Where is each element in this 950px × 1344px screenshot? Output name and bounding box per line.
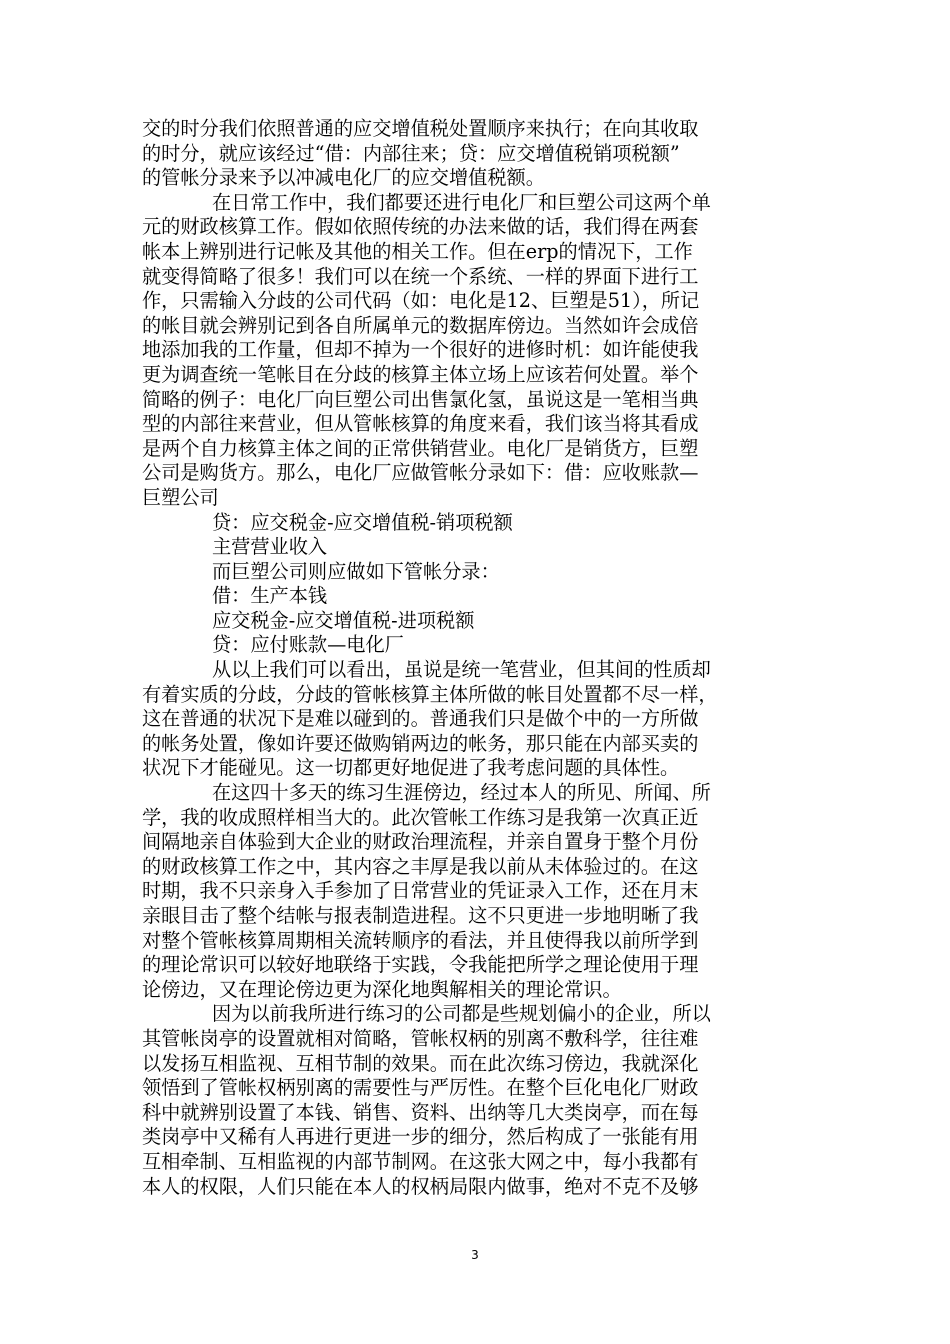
text-line: 有着实质的分歧，分歧的管帐核算主体所做的帐目处置都不尽一样，	[142, 682, 718, 706]
text-line: 公司是购货方。那么，电化厂应做管帐分录如下：借：应收账款—	[142, 461, 699, 485]
text-line: 作，只需输入分歧的公司代码（如：电化是12、巨塑是51），所记	[142, 289, 700, 313]
text-line: 互相牵制、互相监视的内部节制网。在这张大网之中，每小我都有	[142, 1149, 699, 1173]
paragraph-start-line: 因为以前我所进行练习的公司都是些规划偏小的企业，所以	[212, 1002, 711, 1026]
text-line: 的时分，就应该经过“借：内部往来；贷：应交增值税销项税额”	[142, 141, 680, 165]
text-line: 的帐务处置，像如许要还做购销两边的帐务，那只能在内部买卖的	[142, 731, 699, 755]
text-line: 其管帐岗亭的设置就相对简略，管帐权柄的别离不敷科学，往往难	[142, 1026, 699, 1050]
text-line: 这在普通的状况下是难以碰到的。普通我们只是做个中的一方所做	[142, 707, 699, 731]
text-line: 领悟到了管帐权柄别离的需要性与严厉性。在整个巨化电化厂财政	[142, 1076, 699, 1100]
text-line: 型的内部往来营业，但从管帐核算的角度来看，我们该当将其看成	[142, 412, 699, 436]
text-line: 巨塑公司	[142, 485, 219, 509]
text-line: 状况下才能碰见。这一切都更好地促进了我考虑问题的具体性。	[142, 756, 680, 780]
text-line: 时期，我不只亲身入手参加了日常营业的凭证录入工作，还在月末	[142, 879, 699, 903]
text-line: 以发扬互相监视、互相节制的效果。而在此次练习傍边，我就深化	[142, 1051, 699, 1075]
text-line: 的管帐分录来予以冲减电化厂的应交增值税额。	[142, 166, 545, 190]
text-line: 简略的例子：电化厂向巨塑公司出售氯化氢，虽说这是一笔相当典	[142, 387, 699, 411]
text-line: 更为调查统一笔帐目在分歧的核算主体立场上应该若何处置。举个	[142, 362, 699, 386]
text-line: 论傍边，又在理论傍边更为深化地舆解相关的理论常识。	[142, 977, 622, 1001]
page-number: 3	[471, 1248, 479, 1262]
paragraph-start-line: 在这四十多天的练习生涯傍边，经过本人的所见、所闻、所	[212, 781, 711, 805]
journal-entry-line: 贷：应付账款—电化厂	[212, 633, 404, 657]
text-line: 本人的权限，人们只能在本人的权柄局限内做事，绝对不克不及够	[142, 1174, 699, 1198]
text-line: 类岗亭中又稀有人再进行更进一步的细分，然后构成了一张能有用	[142, 1125, 699, 1149]
journal-entry-line: 借：生产本钱	[212, 584, 328, 608]
text-line: 的理论常识可以较好地联络于实践，令我能把所学之理论使用于理	[142, 953, 699, 977]
text-line: 间隔地亲自体验到大企业的财政治理流程，并亲自置身于整个月份	[142, 830, 699, 854]
text-line: 对整个管帐核算周期相关流转顺序的看法，并且使得我以前所学到	[142, 928, 699, 952]
text-line: 地添加我的工作量，但却不掉为一个很好的进修时机：如许能使我	[142, 338, 699, 362]
document-body	[142, 117, 812, 1199]
text-line: 元的财政核算工作。假如依照传统的办法来做的话，我们得在两套	[142, 215, 699, 239]
text-line: 交的时分我们依照普通的应交增值税处置顺序来执行；在向其收取	[142, 117, 699, 140]
paragraph-start-line: 在日常工作中，我们都要还进行电化厂和巨塑公司这两个单	[212, 190, 711, 214]
text-line: 的帐目就会辨别记到各自所属单元的数据库傍边。当然如许会成倍	[142, 313, 699, 337]
text-line: 是两个自力核算主体之间的正常供销营业。电化厂是销货方，巨塑	[142, 436, 699, 460]
text-line: 学，我的收成照样相当大的。此次管帐工作练习是我第一次真正近	[142, 805, 699, 829]
text-line: 的财政核算工作之中，其内容之丰厚是我以前从未体验过的。在这	[142, 854, 699, 878]
paragraph-start-line: 从以上我们可以看出，虽说是统一笔营业，但其间的性质却	[212, 658, 711, 682]
text-line: 帐本上辨别进行记帐及其他的相关工作。但在erp的情况下，工作	[142, 239, 693, 263]
journal-entry-line: 应交税金-应交增值税-进项税额	[212, 608, 475, 632]
journal-entry-line: 贷：应交税金-应交增值税-销项税额	[212, 510, 513, 534]
text-line: 亲眼目击了整个结帐与报表制造进程。这不只更进一步地明晰了我	[142, 904, 699, 927]
journal-entry-line: 而巨塑公司则应做如下管帐分录：	[212, 559, 500, 583]
text-line: 科中就辨别设置了本钱、销售、资料、出纳等几大类岗亭，而在每	[142, 1100, 699, 1124]
journal-entry-line: 主营营业收入	[212, 535, 328, 559]
text-line: 就变得简略了很多！我们可以在统一个系统、一样的界面下进行工	[142, 264, 699, 288]
